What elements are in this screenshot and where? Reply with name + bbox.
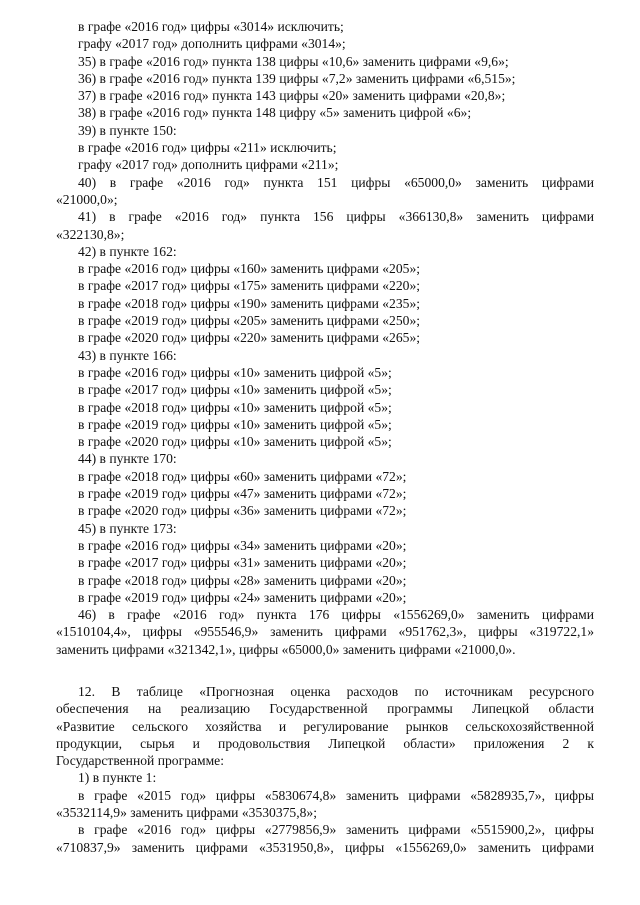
text-line: 39) в пункте 150: [78,122,177,138]
section-12-line-9: в графе «2016 год» цифры «2779856,9» заменить цифрами «5515900,2», цифры [78,822,594,838]
text-line: в графе «2016 год» цифры «10» заменить цифрой «5»; [78,364,392,380]
text-line: 43) в пункте 166: [78,347,177,363]
item-41-line-1: 41) в графе «2016 год» пункта 156 цифры «366130,8» заменить цифрами [78,209,594,225]
text-line: в графе «2018 год» цифры «190» заменить цифрами «235»; [78,295,421,311]
text-line: в графе «2016 год» цифры «34» заменить цифрами «20»; [78,537,407,553]
text-line: 44) в пункте 170: [78,451,177,467]
item-40-line-2: «21000,0»; [56,191,118,207]
section-12-line-2: обеспечения на реализацию Государственной программы Липецкой области [56,701,594,717]
section-12-line-3: «Развитие сельского хозяйства и регулирование рынков сельскохозяйственной [56,718,594,734]
section-12-line-4: продукции, сырья и продовольствия Липецкой области» приложения 2 к [56,735,594,751]
text-line: 38) в графе «2016 год» пункта 148 цифру «5» заменить цифрой «6»; [78,105,472,121]
text-line: в графе «2016 год» цифры «211» исключить; [78,140,337,156]
text-line: в графе «2019 год» цифры «47» заменить цифрами «72»; [78,486,407,502]
text-line: 42) в пункте 162: [78,243,177,259]
text-line: в графе «2019 год» цифры «24» заменить цифрами «20»; [78,589,407,605]
section-12-line-1: 12. В таблице «Прогнозная оценка расходов по источникам ресурсного [78,683,594,699]
text-line: в графе «2020 год» цифры «36» заменить цифрами «72»; [78,503,407,519]
text-line: графу «2017 год» дополнить цифрами «3014»; [78,36,346,52]
text-line: 36) в графе «2016 год» пункта 139 цифры «7,2» заменить цифрами «6,515»; [78,70,516,86]
text-line: в графе «2020 год» цифры «220» заменить цифрами «265»; [78,330,421,346]
text-line: 35) в графе «2016 год» пункта 138 цифры «10,6» заменить цифрами «9,6»; [78,53,509,69]
text-line: в графе «2018 год» цифры «28» заменить цифрами «20»; [78,572,407,588]
text-line: в графе «2017 год» цифры «10» заменить цифрой «5»; [78,382,392,398]
paragraph-gap [56,658,594,683]
text-line: в графе «2018 год» цифры «10» заменить цифрой «5»; [78,399,392,415]
text-line: в графе «2016 год» цифры «3014» исключить; [78,19,344,34]
item-46-line-3: заменить цифрами «321342,1», цифры «65000,0» заменить цифрами «21000,0». [56,641,516,657]
text-line: в графе «2018 год» цифры «60» заменить цифрами «72»; [78,468,407,484]
item-41-line-2: «322130,8»; [56,226,125,242]
section-12-line-5: Государственной программе: [56,753,224,769]
item-46-line-2: «1510104,4», цифры «955546,9» заменить цифрами «951762,3», цифры «319722,1» [56,624,594,640]
text-line: в графе «2019 год» цифры «10» заменить цифрой «5»; [78,416,392,432]
text-line: в графе «2019 год» цифры «205» заменить цифрами «250»; [78,313,421,329]
text-line: 45) в пункте 173: [78,520,177,536]
text-line: графу «2017 год» дополнить цифрами «211»; [78,157,339,173]
text-line: в графе «2017 год» цифры «175» заменить цифрами «220»; [78,278,421,294]
text-line: в графе «2017 год» цифры «31» заменить цифрами «20»; [78,555,407,571]
item-40-line-1: 40) в графе «2016 год» пункта 151 цифры «65000,0» заменить цифрами [78,174,594,190]
text-line: в графе «2016 год» цифры «160» заменить цифрами «205»; [78,261,421,277]
text-line: в графе «2020 год» цифры «10» заменить цифрой «5»; [78,434,392,450]
section-12-line-8: «3532114,9» заменить цифрами «3530375,8»; [56,805,317,821]
section-12-line-6: 1) в пункте 1: [78,770,157,786]
item-46-line-1: 46) в графе «2016 год» пункта 176 цифры «1556269,0» заменить цифрами [78,607,594,623]
text-line: 37) в графе «2016 год» пункта 143 цифры «20» заменить цифрами «20,8»; [78,88,506,104]
section-12-line-10: «710837,9» заменить цифрами «3531950,8», цифры «1556269,0» заменить цифрами [56,839,594,855]
section-12-line-7: в графе «2015 год» цифры «5830674,8» заменить цифрами «5828935,7», цифры [78,787,594,803]
document-body [56,18,594,856]
